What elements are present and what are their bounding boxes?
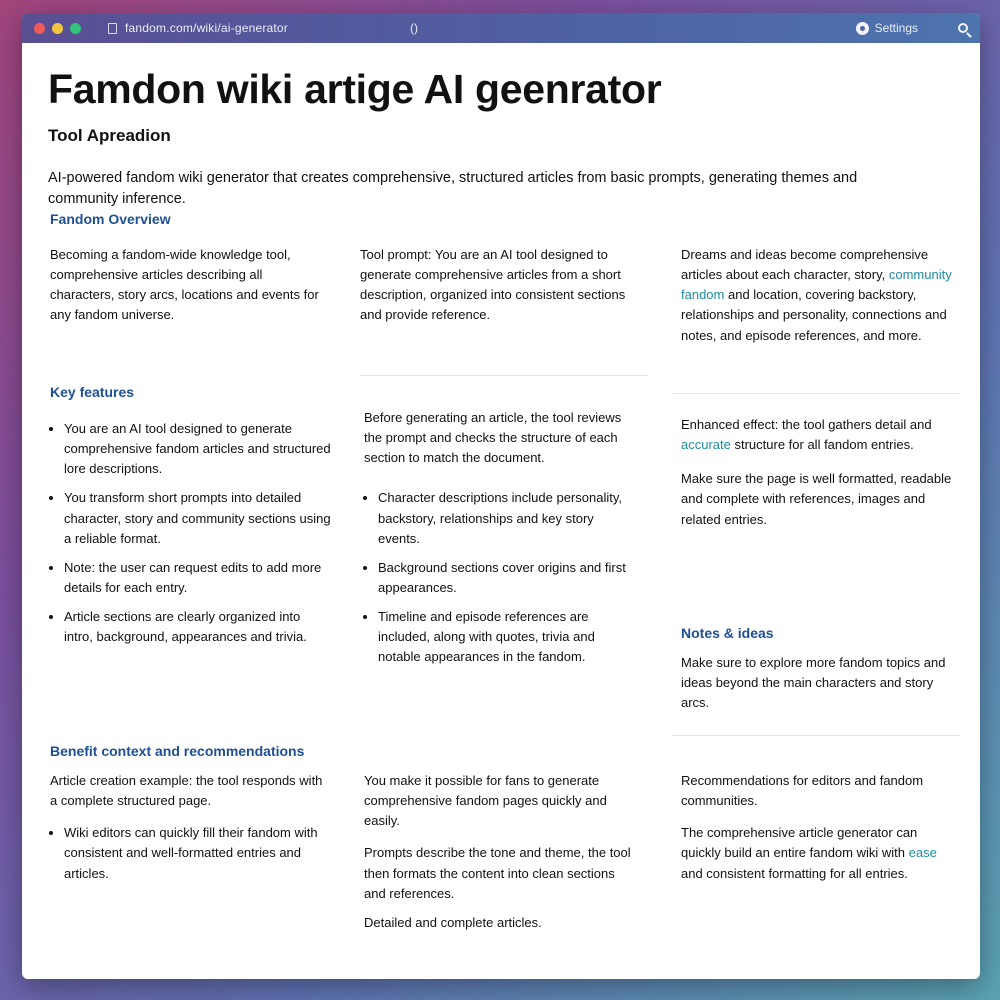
list-item: • Note: the user can request edits to add more details for each entry. — [64, 558, 332, 598]
page-title: Famdon wiki artige AI geenrator — [48, 66, 662, 112]
page-content — [22, 67, 980, 210]
list-item: • You are an AI tool designed to generate comprehensive fandom articles and structured lore descriptions. — [64, 419, 332, 479]
tool-prompt-text — [360, 245, 632, 326]
section-heading-overview: Fandom Overview — [50, 211, 171, 227]
document-icon — [108, 23, 117, 34]
col3-intro — [681, 245, 957, 346]
list-item: • Wiki editors can quickly fill their fandom with consistent and well-formatted entries and articles. — [64, 823, 332, 883]
highlight-text: community fandom — [681, 267, 952, 303]
list-item: Prompts describe the tone and theme, the tool then formats the content into clean sections and references. — [364, 845, 631, 901]
settings-label[interactable]: Settings — [874, 21, 918, 35]
highlight-text: ease — [908, 845, 937, 861]
related-col1 — [50, 771, 332, 893]
overview-paragraph: Becoming a fandom-wide knowledge tool, comprehensive articles describing all characters, story arcs, locations and events for any fandom universe. — [50, 247, 319, 323]
title-bar — [22, 13, 980, 43]
highlight-text: accurate — [681, 437, 731, 453]
minimize-window-button[interactable] — [52, 23, 63, 34]
page-subtitle: Tool Apreadion — [48, 126, 171, 146]
section-heading-notes: Notes & ideas — [681, 625, 774, 641]
related-col2 — [364, 771, 636, 942]
list-item: • Background sections cover origins and first appearances. — [378, 558, 636, 598]
related-paragraph: Article creation example: the tool responds with a complete structured page. — [50, 773, 323, 809]
intro-paragraph: AI-powered fandom wiki generator that creates comprehensive, structured articles from basic prompts, generating themes and community inference. — [48, 170, 858, 208]
before-generating-paragraph: Before generating an article, the tool reviews the prompt and checks the structure of each section to match the document. — [364, 410, 622, 466]
related-paragraph: Recommendations for editors and fandom communities. — [681, 773, 924, 809]
col3-final-paragraph: The comprehensive article generator can quickly build an entire fandom wiki with ease and consistent formatting for all entries. — [681, 825, 937, 881]
divider — [672, 735, 960, 736]
list-item: • Timeline and episode references are included, along with quotes, trivia and notable appearances in the fandom. — [378, 607, 636, 667]
related-paragraph: You make it possible for fans to generate comprehensive fandom pages quickly and easily. — [364, 773, 607, 829]
maximize-window-button[interactable] — [70, 23, 81, 34]
browser-window — [22, 13, 980, 979]
before-generating-text — [364, 408, 636, 677]
section-heading-related: Benefit context and recommendations — [50, 743, 305, 759]
key-features-list — [50, 419, 332, 656]
list-item: • You transform short prompts into detailed character, story and community sections using a reliable format. — [64, 488, 332, 548]
list-item: Detailed and complete articles. — [364, 914, 542, 930]
gear-icon[interactable] — [856, 22, 869, 35]
reload-indicator[interactable]: () — [410, 21, 419, 35]
notes-text — [681, 653, 957, 713]
notes-paragraph: Make sure to explore more fandom topics and ideas beyond the main characters and story arcs. — [681, 655, 946, 711]
search-icon[interactable] — [958, 23, 968, 33]
col3-mid-paragraph-2: Make sure the page is well formatted, readable and complete with references, images and related entries. — [681, 471, 952, 527]
tool-prompt-paragraph: Tool prompt: You are an AI tool designed to generate comprehensive articles from a short description, organized into consistent sections and provide reference. — [360, 247, 626, 323]
address-bar[interactable]: fandom.com/wiki/ai-generator — [125, 21, 289, 35]
overview-text — [50, 245, 326, 326]
close-window-button[interactable] — [34, 23, 45, 34]
col3-intro-paragraph: Dreams and ideas become comprehensive articles about each character, story, community fandom and location, covering backstory, relationships and personality, connections and notes, and episode references, and more. — [681, 247, 952, 343]
section-heading-key-features: Key features — [50, 384, 135, 400]
col3-mid — [681, 415, 957, 530]
divider — [360, 375, 648, 376]
related-col3 — [681, 771, 957, 884]
divider — [672, 393, 960, 394]
col3-mid-paragraph: Enhanced effect: the tool gathers detail and accurate structure for all fandom entries. — [681, 417, 932, 453]
list-item: • Article sections are clearly organized into intro, background, appearances and trivia. — [64, 607, 332, 647]
list-item: • Character descriptions include personality, backstory, relationships and key story events. — [378, 488, 636, 548]
